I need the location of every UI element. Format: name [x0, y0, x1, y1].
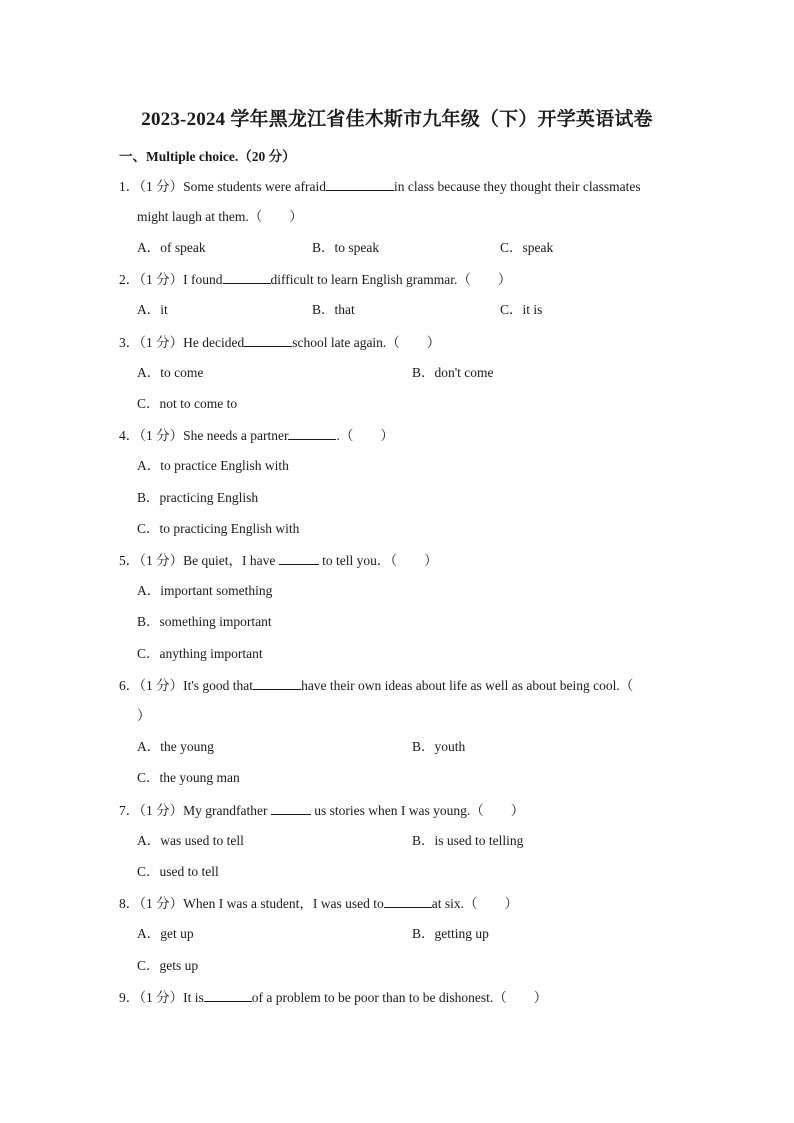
- option-c[interactable]: C．to practicing English with: [137, 521, 300, 536]
- question-text: difficult to learn English grammar.（ ）: [270, 272, 512, 287]
- option-a[interactable]: A．it: [137, 302, 168, 317]
- question-number: 6．: [119, 678, 140, 693]
- question-number: 5．: [119, 553, 140, 568]
- question-text: school late again.（ ）: [292, 335, 441, 350]
- question-number: 1．: [119, 179, 140, 194]
- question-text: have their own ideas about life as well as about being cool.（: [301, 678, 634, 693]
- answer-blank[interactable]: [253, 676, 301, 690]
- answer-blank[interactable]: [244, 333, 292, 347]
- question-text: to tell you．（ ）: [318, 553, 438, 568]
- answer-blank[interactable]: [384, 894, 432, 908]
- question-number: 4．: [119, 428, 140, 443]
- question-number: 3．: [119, 335, 140, 350]
- question-9: [119, 988, 547, 1007]
- option-b[interactable]: B．is used to telling: [412, 833, 524, 848]
- question-2: [119, 270, 511, 289]
- option-a[interactable]: A．of speak: [137, 240, 206, 255]
- question-points: （1 分）: [139, 678, 184, 693]
- option-c[interactable]: C．the young man: [137, 770, 240, 785]
- option-a[interactable]: A．to come: [137, 365, 204, 380]
- answer-blank[interactable]: [204, 988, 252, 1002]
- question-number: 7．: [119, 803, 140, 818]
- question-points: （1 分）: [139, 803, 184, 818]
- option-b[interactable]: B．youth: [412, 739, 466, 754]
- option-a[interactable]: A．was used to tell: [137, 833, 244, 848]
- question-5: [119, 551, 438, 570]
- answer-blank[interactable]: [279, 551, 319, 565]
- option-c[interactable]: C．used to tell: [137, 864, 219, 879]
- question-text: It is: [183, 990, 204, 1005]
- question-text: .（ ）: [336, 428, 394, 443]
- section-heading: 一、Multiple choice.（20 分）: [119, 149, 296, 164]
- question-text: He decided: [183, 335, 245, 350]
- question-points: （1 分）: [139, 553, 184, 568]
- answer-blank[interactable]: [223, 270, 271, 284]
- question-points: （1 分）: [139, 428, 184, 443]
- question-1: [119, 177, 641, 196]
- option-a[interactable]: A．the young: [137, 739, 214, 754]
- question-text: of a problem to be poor than to be dishonest.（ ）: [251, 990, 548, 1005]
- option-c[interactable]: C．it is: [500, 302, 543, 317]
- answer-blank[interactable]: [326, 177, 394, 191]
- question-text: She needs a partner: [183, 428, 289, 443]
- question-4: [119, 426, 394, 445]
- option-c[interactable]: C．gets up: [137, 958, 199, 973]
- question-text: It's good that: [183, 678, 254, 693]
- option-b[interactable]: B．that: [312, 302, 355, 317]
- option-b[interactable]: B．to speak: [312, 240, 380, 255]
- question-text: When I was a student，I was used to: [183, 896, 384, 911]
- question-number: 2．: [119, 272, 140, 287]
- question-8: [119, 894, 518, 913]
- question-text: Be quiet，I have: [183, 553, 279, 568]
- option-b[interactable]: B．don't come: [412, 365, 494, 380]
- question-1-continuation: might laugh at them.（ ）: [137, 209, 303, 224]
- option-b[interactable]: B．getting up: [412, 926, 489, 941]
- question-number: 9．: [119, 990, 140, 1005]
- question-points: （1 分）: [139, 990, 184, 1005]
- option-c[interactable]: C．not to come to: [137, 396, 238, 411]
- question-text: I found: [183, 272, 223, 287]
- question-text: My grandfather: [183, 803, 271, 818]
- question-text: at six.（ ）: [431, 896, 518, 911]
- exam-title: 2023-2024 学年黑龙江省佳木斯市九年级（下）开学英语试卷: [141, 109, 653, 130]
- option-a[interactable]: A．to practice English with: [137, 458, 289, 473]
- question-points: （1 分）: [139, 335, 184, 350]
- question-3: [119, 333, 440, 352]
- question-6-continuation: ）: [137, 708, 151, 723]
- question-text: in class because they thought their classmates: [393, 179, 641, 194]
- option-c[interactable]: C．speak: [500, 240, 554, 255]
- question-text: Some students were afraid: [183, 179, 326, 194]
- option-c[interactable]: C．anything important: [137, 646, 263, 661]
- answer-blank[interactable]: [271, 801, 311, 815]
- question-number: 8．: [119, 896, 140, 911]
- option-a[interactable]: A．important something: [137, 583, 273, 598]
- question-points: （1 分）: [139, 179, 184, 194]
- option-b[interactable]: B．something important: [137, 614, 272, 629]
- question-7: [119, 801, 524, 820]
- answer-blank[interactable]: [288, 426, 336, 440]
- option-a[interactable]: A．get up: [137, 926, 194, 941]
- question-points: （1 分）: [139, 272, 184, 287]
- option-b[interactable]: B．practicing English: [137, 490, 259, 505]
- question-points: （1 分）: [139, 896, 184, 911]
- question-6: [119, 676, 633, 695]
- question-text: us stories when I was young.（ ）: [310, 803, 525, 818]
